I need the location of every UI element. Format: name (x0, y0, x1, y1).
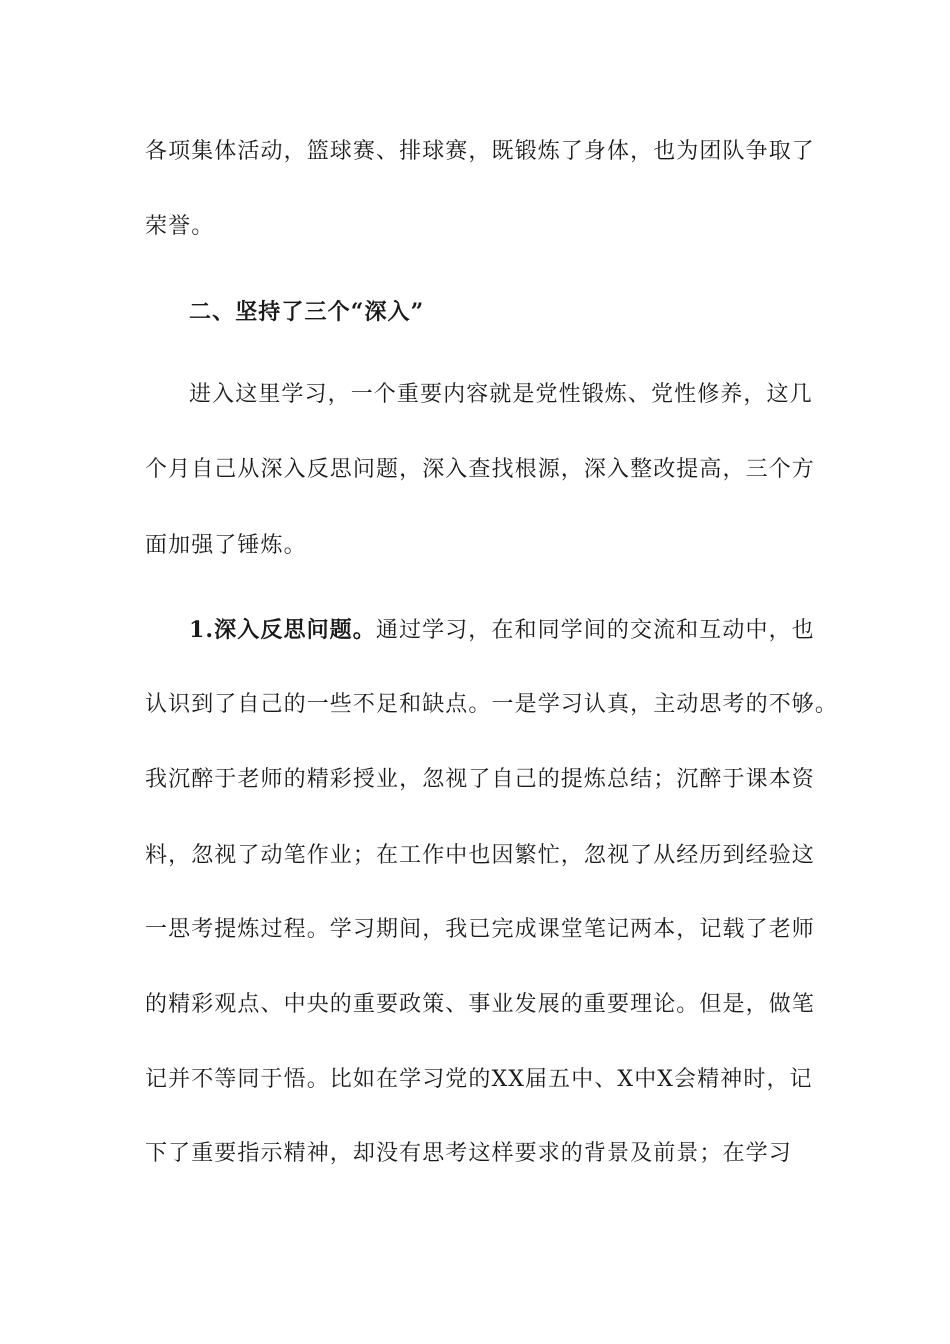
paragraph-line: 料，忽视了动笔作业；在工作中也因繁忙，忽视了从经历到经验这 (145, 843, 815, 868)
paragraph-line: 的精彩观点、中央的重要政策、事业发展的重要理论。但是，做笔 (145, 992, 815, 1017)
paragraph-line (189, 615, 859, 646)
paragraph-line: 下了重要指示精神，却没有思考这样要求的背景及前景；在学习 (145, 1141, 792, 1166)
paragraph-line: 荣誉。 (145, 214, 215, 239)
paragraph-line: 认识到了自己的一些不足和缺点。一是学习认真，主动思考的不够。 (145, 692, 839, 717)
paragraph-line: 个月自己从深入反思问题，深入查找根源，深入整改提高，三个方 (145, 457, 815, 482)
paragraph-line: 进入这里学习，一个重要内容就是党性锻炼、党性修养，这几 (189, 382, 813, 407)
subheading-lead: 1.深入反思问题。 (189, 617, 376, 643)
paragraph-line: 各项集体活动，篮球赛、排球赛，既锻炼了身体，也为团队争取了 (145, 139, 815, 164)
paragraph-line: 一思考提炼过程。学习期间，我已完成课堂笔记两本，记载了老师 (145, 917, 815, 942)
paragraph-line: 我沉醉于老师的精彩授业，忽视了自己的提炼总结；沉醉于课本资 (145, 767, 815, 792)
paragraph-text: 通过学习，在和同学间的交流和互动中，也 (375, 618, 815, 643)
paragraph-line: 面加强了锤炼。 (145, 533, 307, 558)
paragraph-line: 记并不等同于悟。比如在学习党的XX届五中、X中X会精神时，记 (145, 1067, 813, 1092)
section-heading: 二、坚持了三个“深入” (189, 299, 425, 325)
